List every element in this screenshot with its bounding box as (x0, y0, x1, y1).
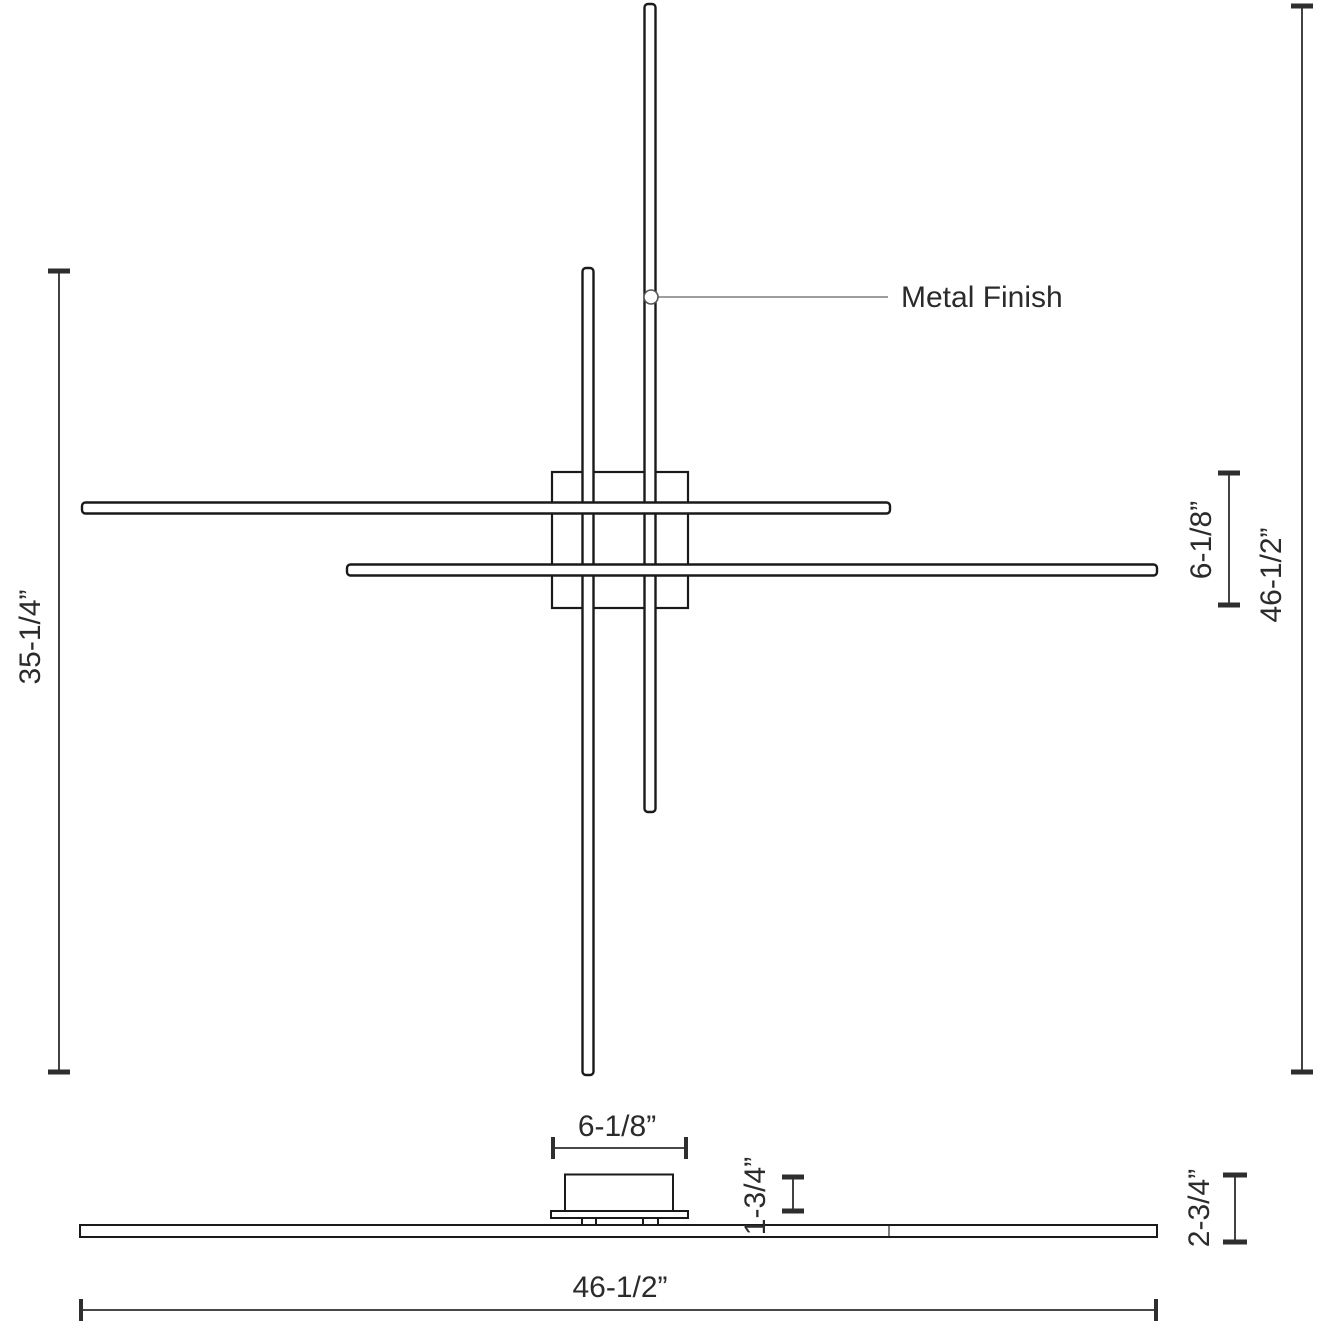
dim-label-6-1-8-right: 6-1/8” (1185, 500, 1218, 580)
metal-finish-callout (644, 281, 1063, 314)
light-bar-vertical-front (583, 268, 594, 1075)
light-bar-horizontal-lower (347, 565, 1157, 576)
canopy-box-side (565, 1175, 673, 1212)
plan-view (82, 4, 1157, 1075)
dim-side-canopy-width (553, 1110, 686, 1159)
dim-side-fixture-depth (1183, 1169, 1247, 1247)
light-bar-horizontal-upper (82, 503, 890, 514)
side-view (80, 1175, 1157, 1238)
dim-plan-left-height (14, 271, 70, 1072)
dim-side-overall-width (81, 1271, 1156, 1321)
canopy-plate-side (551, 1211, 688, 1218)
dim-label-6-1-8-bottom: 6-1/8” (577, 1110, 657, 1143)
dim-label-1-3-4: 1-3/4” (739, 1156, 772, 1236)
dim-plan-canopy-right (1185, 473, 1240, 605)
dim-label-46-1-2-right: 46-1/2” (1255, 527, 1288, 623)
light-bar-side-profile (80, 1225, 1157, 1237)
light-bar-vertical-back (645, 4, 656, 812)
canopy-square-plan (552, 472, 688, 608)
dim-label-2-3-4: 2-3/4” (1183, 1168, 1216, 1248)
dim-side-canopy-height (739, 1157, 804, 1235)
dim-plan-overall-right (1255, 6, 1313, 1072)
dim-label-35-1-4: 35-1/4” (14, 589, 47, 685)
leader-dot (644, 290, 658, 304)
dim-label-46-1-2-bottom: 46-1/2” (572, 1271, 668, 1304)
metal-finish-label: Metal Finish (901, 281, 1063, 314)
